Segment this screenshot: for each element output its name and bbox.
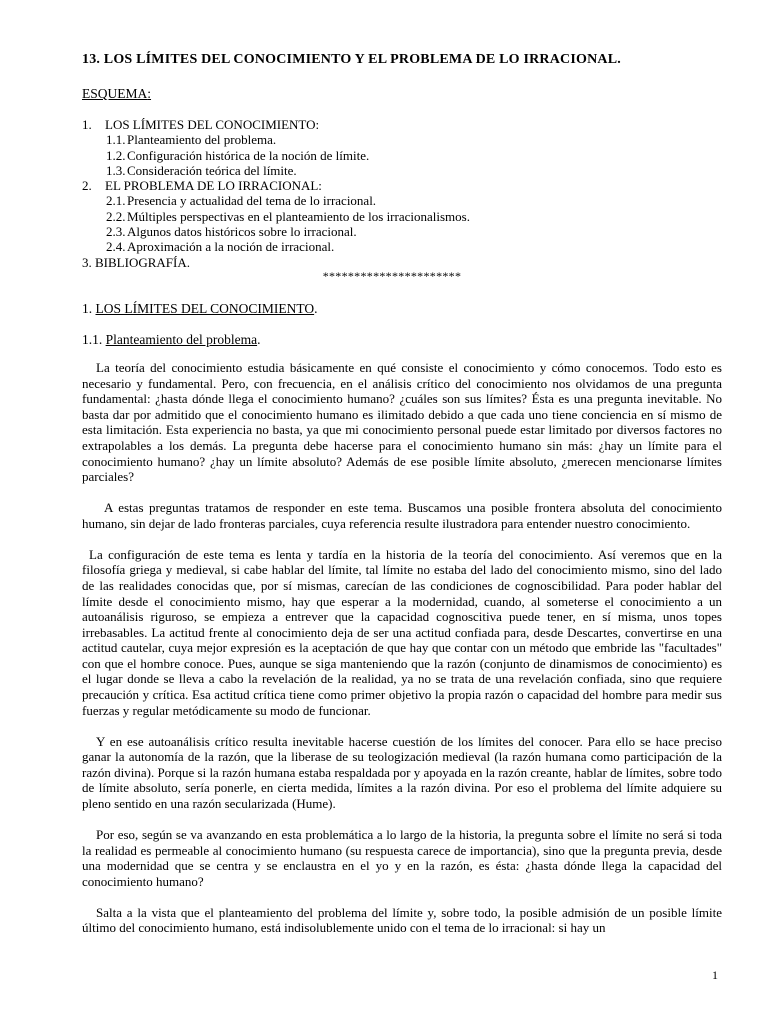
subsection-title: Planteamiento del problema bbox=[105, 332, 258, 347]
outline-item bbox=[82, 239, 722, 254]
outline-item bbox=[82, 255, 722, 270]
outline-item-text: Aproximación a la noción de irracional. bbox=[127, 239, 335, 255]
esquema-label: ESQUEMA bbox=[82, 86, 148, 101]
outline-item-number: 1.1. bbox=[106, 132, 126, 148]
outline-item-number: 1. bbox=[82, 117, 92, 132]
outline-item bbox=[82, 193, 722, 208]
paragraph: Y en ese autoanálisis crítico resulta inevitable hacerse cuestión de los límites del conocer. Para ello se hace preciso ganar la autonomía de la razón, que la liberase de su teologización medieval (la razón humana como participación de la razón divina). Porque si la razón humana estaba respaldada por y apoyada en la razón creante, hablar de límites, sobre todo de límite absoluto, sería ponerle, en cierta medida, límites a la razón divina. Por eso el problema del límite adquiere su pleno sentido en una razón secularizada (Hume). bbox=[82, 733, 722, 812]
section-suffix: . bbox=[314, 301, 318, 316]
outline-item-number: 2.3. bbox=[106, 224, 126, 240]
outline-item-text: Presencia y actualidad del tema de lo irracional. bbox=[127, 193, 377, 209]
outline-item bbox=[82, 163, 722, 178]
body-text bbox=[82, 360, 722, 936]
outline-list bbox=[82, 117, 722, 270]
paragraph: Por eso, según se va avanzando en esta problemática a lo largo de la historia, la pregunta sobre el límite no será si toda la realidad es permeable al conocimiento humano (su respuesta carece de importancia), sino que la pregunta previa, desde una modernidad que se centra y se enclaustra en el yo y en la razón, es ésta: ¿hasta dónde llega la capacidad del conocimiento humano? bbox=[82, 827, 722, 889]
outline-item-number: 2.2. bbox=[106, 208, 126, 224]
outline-item bbox=[82, 224, 722, 239]
outline-item bbox=[82, 132, 722, 147]
outline-item-text: Consideración teórica del límite. bbox=[127, 162, 297, 178]
document-title: 13. LOS LÍMITES DEL CONOCIMIENTO Y EL PROBLEMA DE LO IRRACIONAL. bbox=[82, 52, 621, 67]
outline-item bbox=[82, 117, 722, 132]
paragraph: La teoría del conocimiento estudia básicamente en qué consiste el conocimiento y cómo conocemos. Todo esto es necesario y fundamental. Pero, con frecuencia, en el análisis crítico del conocimiento nos olvidamos de una pregunta fundamental: ¿hasta dónde llega el conocimiento humano? ¿cuáles son sus límites? Ésta es una pregunta inevitable. No basta dar por admitido que el conocimiento humano es ilimitado debido a que cada uno tiene conciencia en sí mismo de esta limitación. Esta experiencia no basta, ya que mi conocimiento personal puede estar limitado por diversos factores no extrapolables a los demás. La pregunta debe hacerse para el conocimiento humano sin más: ¿hay un límite para el conocimiento humano? ¿hay un límite absoluto? Además de ese posible límite absoluto, ¿merecen mencionarse límites parciales? bbox=[82, 360, 722, 485]
paragraph: A estas preguntas tratamos de responder en este tema. Buscamos una posible frontera absoluta del conocimiento humano, sin dejar de lado fronteras parciales, cuya referencia resulte ilustradora para entender nuestro conocimiento. bbox=[82, 500, 722, 531]
outline-item-text: Configuración histórica de la noción de límite. bbox=[127, 147, 370, 163]
outline-item-number: 1.2. bbox=[106, 147, 126, 163]
esquema-heading bbox=[82, 86, 151, 102]
outline-item-number: 2. bbox=[82, 178, 92, 194]
section-number: 1. bbox=[82, 301, 96, 316]
subsection-number: 1.1. bbox=[82, 332, 106, 347]
subsection-suffix: . bbox=[257, 332, 261, 347]
page-number: 1 bbox=[712, 968, 718, 982]
section-separator: ********************** bbox=[322, 269, 462, 283]
outline-item-number: 2.1. bbox=[106, 193, 126, 209]
outline-item bbox=[82, 209, 722, 224]
outline-item-number: 1.3. bbox=[106, 162, 126, 178]
outline-item-text: EL PROBLEMA DE LO IRRACIONAL: bbox=[105, 178, 322, 194]
outline-item-text: Algunos datos históricos sobre lo irracional. bbox=[127, 224, 357, 240]
section-title: LOS LÍMITES DEL CONOCIMIENTO bbox=[95, 301, 315, 316]
esquema-label-suffix: : bbox=[147, 86, 152, 101]
outline-item-text: Múltiples perspectivas en el planteamiento de los irracionalismos. bbox=[127, 208, 470, 224]
outline-item-text: LOS LÍMITES DEL CONOCIMIENTO: bbox=[105, 117, 320, 132]
outline-item bbox=[82, 178, 722, 193]
outline-item-text: 3. BIBLIOGRAFÍA. bbox=[82, 254, 190, 270]
paragraph: La configuración de este tema es lenta y tardía en la historia de la teoría del conocimiento. Así veremos que en la filosofía griega y medieval, si cabe hablar del límite, tal límite no estaba del lado del conocimiento mismo, sino del lado de las realidades conocidas que, por sí mismas, carecían de las condiciones de cognoscibilidad. Para poder hablar del límite desde el conocimiento mismo, hay que esperar a la modernidad, cuando, al someterse el conocimiento a un autoanálisis riguroso, se empieza a entrever que la capacidad cognoscitiva puede tener, en sí misma, unos topes irrebasables. La actitud frente al conocimiento deja de ser una actitud confiada para, desde Descartes, convertirse en una actitud cautelar, cuya mejor expresión es la aceptación de que hay que contar con un método que embride las "facultades" con que el hombre conoce. Pues, aunque se siga manteniendo que la razón (conjunto de dinamismos de conocimiento) es el lugar donde se lleva a cabo la revelación de la realidad, ya no se trata de una revelación confiada, sino que requiere precaución y crítica. Esa actitud crítica tiene como primer objetivo la propia razón o capacidad del hombre para medir sus fuerzas y regular metódicamente su modo de funcionar. bbox=[82, 546, 722, 718]
section-heading bbox=[82, 301, 318, 317]
outline-item bbox=[82, 148, 722, 163]
subsection-heading bbox=[82, 332, 260, 348]
paragraph: Salta a la vista que el planteamiento del problema del límite y, sobre todo, la posible admisión de un posible límite último del conocimiento humano, está indisolublemente unido con el tema de lo irracional: si hay un bbox=[82, 904, 722, 936]
outline-item-number: 2.4. bbox=[106, 239, 126, 255]
outline-item-text: Planteamiento del problema. bbox=[127, 132, 277, 148]
